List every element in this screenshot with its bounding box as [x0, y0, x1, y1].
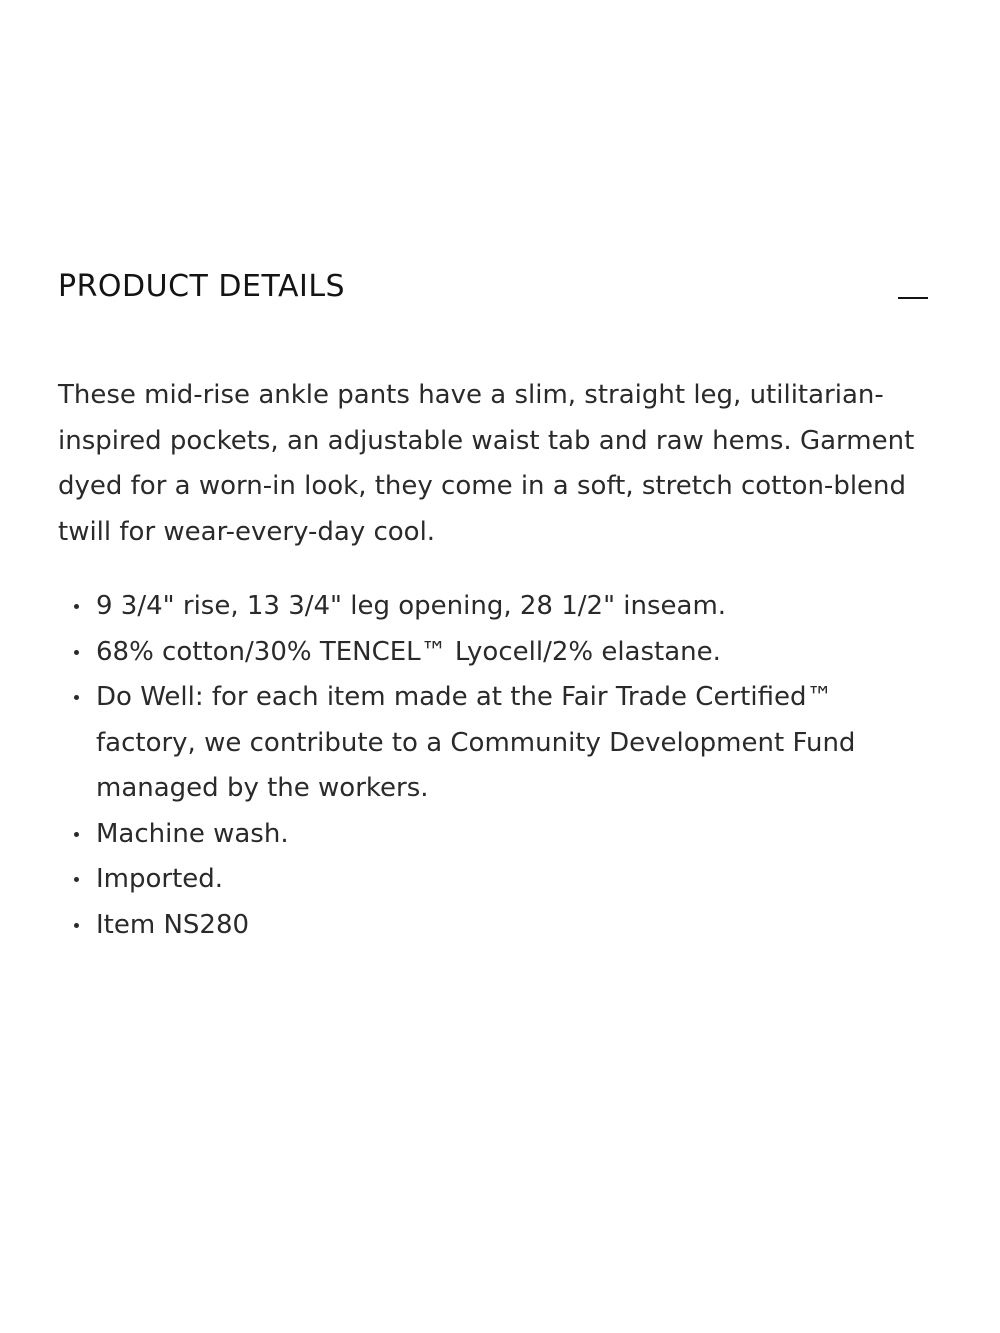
feature-text: Imported.: [96, 864, 224, 894]
list-item: [58, 857, 928, 903]
section-title: PRODUCT DETAILS: [58, 269, 346, 304]
bullet-icon: [74, 923, 79, 928]
product-details-panel: [58, 262, 928, 948]
feature-text: Item NS280: [96, 909, 250, 940]
list-item: [58, 584, 928, 630]
bullet-icon: [74, 695, 79, 700]
list-item: [58, 675, 928, 812]
bullet-icon: [74, 604, 79, 609]
product-description: These mid-rise ankle pants have a slim, straight leg, utilitarian-inspired pockets, an adjustable waist tab and raw hems. Garment dyed for a worn-in look, they come in a soft, stretch cotton-blend twill for wear-every-day cool.: [58, 380, 915, 547]
bullet-icon: [74, 877, 79, 882]
product-details-header[interactable]: [58, 262, 928, 312]
feature-text: Machine wash.: [96, 818, 289, 849]
collapse-button[interactable]: [896, 271, 928, 303]
list-item: [58, 812, 928, 858]
minus-icon: [898, 297, 928, 299]
bullet-icon: [74, 832, 79, 837]
bullet-icon: [74, 650, 79, 655]
list-item: [58, 630, 928, 676]
feature-text: 68% cotton/30% TENCEL™ Lyocell/2% elastane.: [96, 636, 721, 667]
feature-text: 9 3/4" rise, 13 3/4" leg opening, 28 1/2" inseam.: [96, 591, 727, 621]
feature-text: Do Well: for each item made at the Fair Trade Certified™ factory, we contribute to a Community Development Fund managed by the workers.: [96, 682, 856, 803]
list-item: [58, 903, 928, 949]
feature-list: [58, 584, 928, 948]
